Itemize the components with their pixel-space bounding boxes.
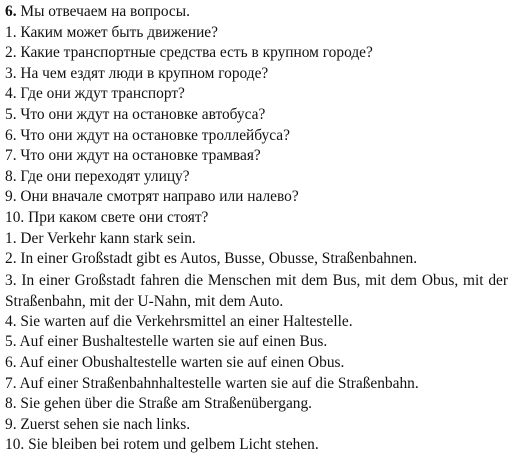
answer-item: 4. Sie warten auf die Verkehrsmittel an einer Haltestelle. — [5, 312, 353, 330]
answer-item: 2. In einer Großstadt gibt es Autos, Busse, Obusse, Straßenbahnen. — [5, 250, 418, 268]
exercise-number: 6. — [5, 3, 17, 20]
question-item: 4. Где они ждут транспорт? — [5, 85, 185, 103]
question-item: 10. При каком свете они стоят? — [5, 208, 209, 226]
answer-item: 10. Sie bleiben bei rotem und gelbem Licht stehen. — [5, 436, 319, 454]
answer-item: 8. Sie gehen über die Straße am Straßenübergang. — [5, 395, 313, 413]
question-item: 8. Где они переходят улицу? — [5, 167, 190, 185]
answer-item: 3. In einer Großstadt fahren die Menschen mit dem Bus, mit dem Obus, mit der Straßenbahn, mit der U-Nahn, mit dem Auto. — [5, 271, 508, 310]
question-item: 1. Каким может быть движение? — [5, 23, 218, 41]
question-item: 6. Что они ждут на остановке троллейбуса? — [5, 126, 290, 144]
answer-item: 1. Der Verkehr kann stark sein. — [5, 229, 196, 247]
question-item: 9. Они вначале смотрят направо или налево? — [5, 188, 299, 206]
answer-item: 7. Auf einer Straßenbahnhaltestelle warten sie auf die Straßenbahn. — [5, 374, 419, 392]
answer-item: 6. Auf einer Obushaltestelle warten sie auf einen Obus. — [5, 353, 345, 371]
question-item: 2. Какие транспортные средства есть в крупном городе? — [5, 44, 373, 62]
question-item: 5. Что они ждут на остановке автобуса? — [5, 105, 266, 123]
answer-list — [5, 229, 508, 456]
answer-item: 9. Zuerst sehen sie nach links. — [5, 415, 191, 433]
question-item: 7. Что они ждут на остановке трамвая? — [5, 147, 261, 165]
question-item: 3. На чем ездят люди в крупном городе? — [5, 64, 269, 82]
exercise-title: Мы отвечаем на вопросы. — [20, 3, 190, 20]
exercise-heading — [5, 2, 508, 23]
question-list — [5, 23, 508, 229]
answer-item: 5. Auf einer Bushaltestelle warten sie auf einen Bus. — [5, 333, 328, 351]
